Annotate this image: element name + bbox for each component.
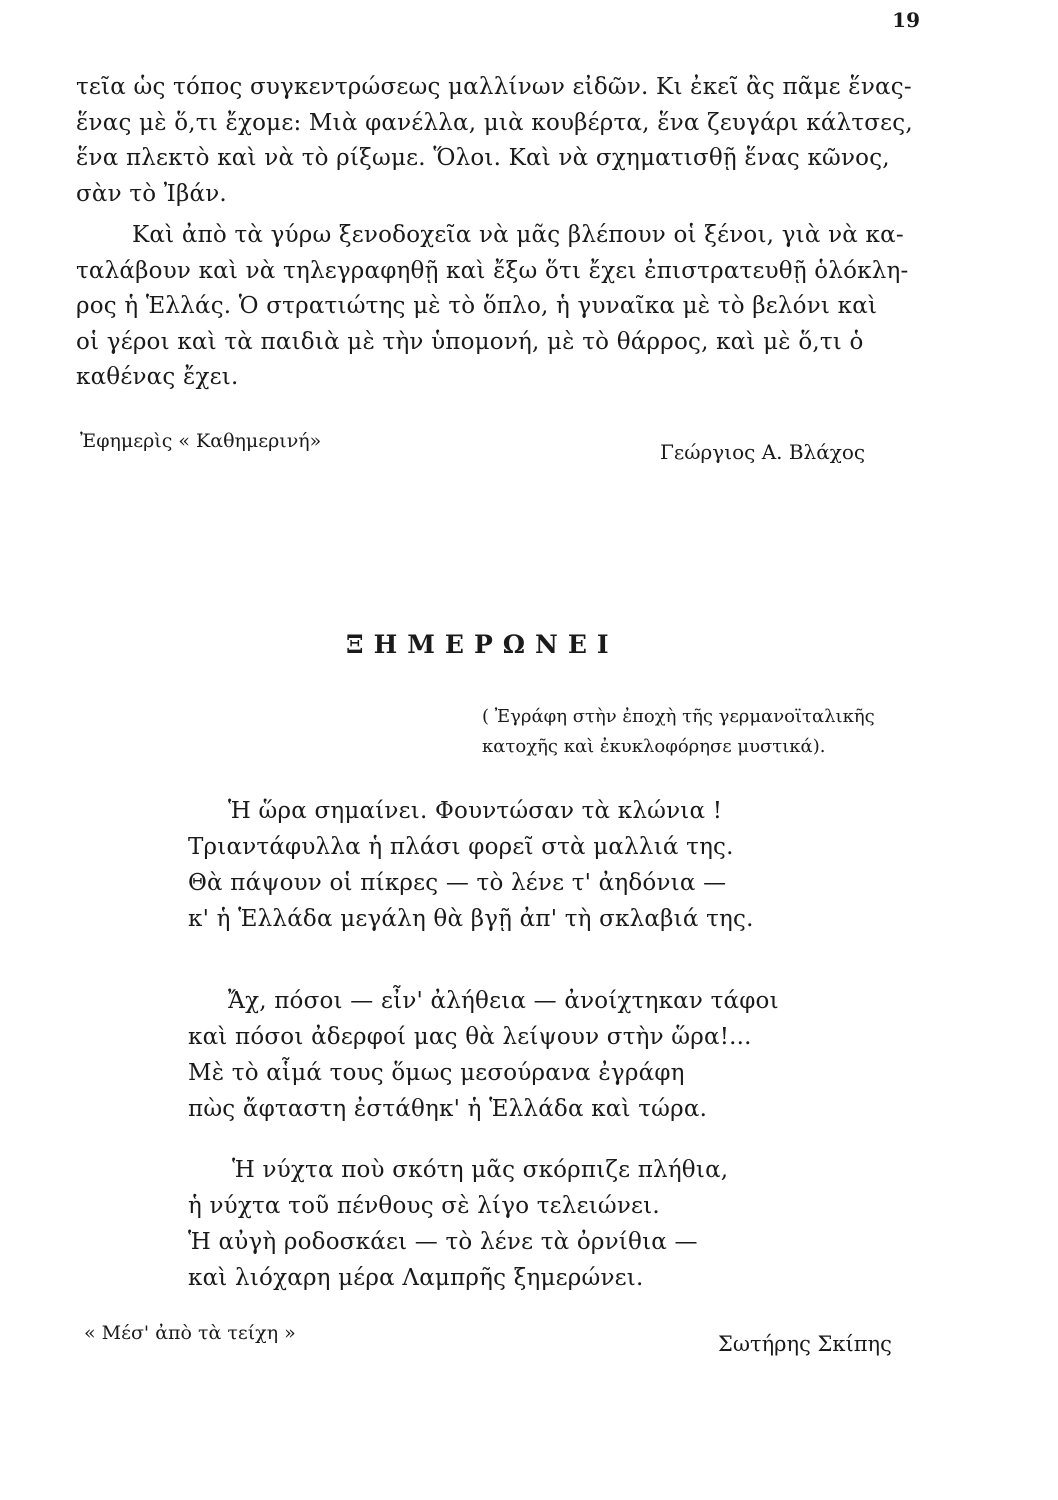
text-line: ταλάβουν καὶ νὰ τηλεγραφηθῇ καὶ ἔξω ὅτι ἔχει ἐπιστρατευθῇ ὁλόκλη- bbox=[76, 257, 909, 284]
poem-verse: κ' ἡ Ἑλλάδα μεγάλη θὰ βγῇ ἀπ' τὴ σκλαβιά της. bbox=[188, 906, 754, 932]
poem-verse: Μὲ τὸ αἷμά τους ὅμως μεσούρανα ἐγράφη bbox=[188, 1060, 685, 1086]
poem-stanza bbox=[188, 1152, 868, 1296]
poem-verse: καὶ λιόχαρη μέρα Λαμπρῆς ξημερώνει. bbox=[188, 1265, 644, 1291]
poem-note-line: ( Ἐγράφη στὴν ἐποχὴ τῆς γερμανοϊταλικῆς bbox=[482, 706, 875, 727]
article-author: Γεώργιος Α. Βλάχος bbox=[660, 440, 866, 464]
poem-note-line: κατοχῆς καὶ ἐκυκλοφόρησε μυστικά). bbox=[482, 736, 826, 757]
article-text bbox=[76, 70, 936, 396]
poem-verse: Ἡ νύχτα ποὺ σκότη μᾶς σκόρπιζε πλήθια, bbox=[232, 1157, 729, 1183]
article-attribution bbox=[80, 430, 880, 470]
text-line: ἕνα πλεκτὸ καὶ νὰ τὸ ρίξωμε. Ὅλοι. Καὶ νὰ σχηματισθῇ ἕνας κῶνος, bbox=[76, 145, 890, 171]
text-line: καθένας ἔχει. bbox=[76, 364, 239, 390]
article-source: Ἐφημερὶς « Καθημερινή» bbox=[80, 430, 322, 452]
poem-verse: Ἡ αὐγὴ ροδοσκάει — τὸ λένε τὰ ὀρνίθια — bbox=[188, 1229, 698, 1255]
text-line: σὰν τὸ Ἰβάν. bbox=[76, 180, 227, 207]
text-line: Καὶ ἀπὸ τὰ γύρω ξενοδοχεῖα νὰ μᾶς βλέπουν οἱ ξένοι, γιὰ νὰ κα- bbox=[132, 222, 904, 248]
poem-verse: πὼς ἄφταστη ἐστάθηκ' ἡ Ἑλλάδα καὶ τώρα. bbox=[188, 1096, 708, 1122]
poem-verse: Ἄχ, πόσοι — εἶν' ἀλήθεια — ἀνοίχτηκαν τάφοι bbox=[228, 988, 779, 1014]
poem-verse: ἡ νύχτα τοῦ πένθους σὲ λίγο τελειώνει. bbox=[188, 1193, 660, 1219]
text-line: οἱ γέροι καὶ τὰ παιδιὰ μὲ τὴν ὑπομονή, μὲ τὸ θάρρος, καὶ μὲ ὅ,τι ὁ bbox=[76, 328, 864, 355]
poem-verse: Ἡ ὥρα σημαίνει. Φουντώσαν τὰ κλώνια ! bbox=[228, 798, 723, 824]
poem-attribution bbox=[80, 1318, 910, 1368]
poem-stanza bbox=[188, 983, 868, 1127]
text-line: ἕνας μὲ ὅ,τι ἔχομε: Μιὰ φανέλλα, μιὰ κουβέρτα, ἕνα ζευγάρι κάλτσες, bbox=[76, 109, 913, 136]
poem-stanza bbox=[188, 793, 868, 937]
poem-source: « Μέσ' ἀπὸ τὰ τείχη » bbox=[84, 1322, 296, 1344]
text-line: τεῖα ὡς τόπος συγκεντρώσεως μαλλίνων εἰδῶν. Κι ἐκεῖ ἂς πᾶμε ἕνας- bbox=[76, 74, 912, 100]
poem-verse: Θὰ πάψουν οἱ πίκρες — τὸ λένε τ' ἀηδόνια — bbox=[188, 870, 727, 896]
poem-verse: Τριαντάφυλλα ἡ πλάσι φορεῖ στὰ μαλλιά της. bbox=[188, 834, 734, 860]
poem-title: ΞΗΜΕΡΩΝΕΙ bbox=[346, 630, 619, 659]
poem-author: Σωτήρης Σκίπης bbox=[718, 1332, 892, 1356]
page-number: 19 bbox=[892, 8, 920, 32]
text-line: ρος ἡ Ἑλλάς. Ὁ στρατιώτης μὲ τὸ ὅπλο, ἡ γυναῖκα μὲ τὸ βελόνι καὶ bbox=[76, 293, 878, 319]
poem-note bbox=[482, 702, 875, 762]
poem-verse: καὶ πόσοι ἀδερφοί μας θὰ λείψουν στὴν ὥρα!... bbox=[188, 1024, 752, 1050]
